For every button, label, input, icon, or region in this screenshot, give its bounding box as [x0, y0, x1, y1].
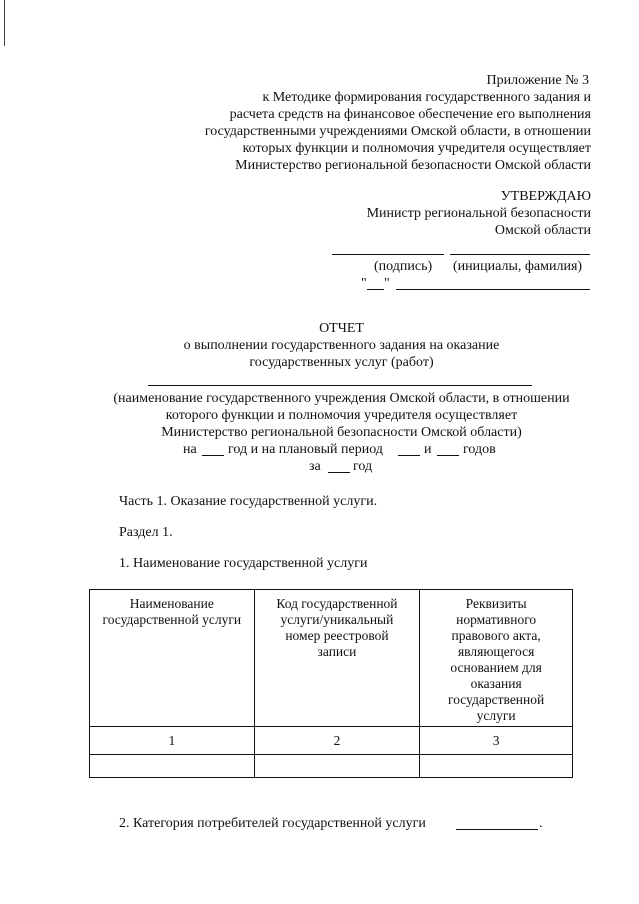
report-title: ОТЧЕТ — [319, 321, 364, 336]
table-empty-cell[interactable] — [420, 755, 573, 778]
table-empty-cell[interactable] — [254, 755, 420, 778]
approval-position-line1: Министр региональной безопасности — [366, 206, 591, 221]
scan-edge-line — [4, 0, 5, 46]
table-empty-cell[interactable] — [90, 755, 255, 778]
table-header-row — [90, 590, 573, 727]
institution-caption-line2: которого функции и полномочия учредителя осуществляет — [165, 408, 518, 423]
report-subtitle-line1: о выполнении государственного задания на оказание — [183, 338, 500, 353]
signature-line — [332, 254, 444, 255]
item2-period: . — [539, 816, 543, 831]
header-line-4: которых функции и полномочия учредителя осуществляет — [242, 141, 591, 156]
institution-line — [148, 385, 532, 386]
header-line-1: к Методике формирования государственного задания и — [262, 90, 591, 105]
institution-caption-line3: Министерство региональной безопасности Омской области) — [161, 425, 522, 440]
item2-heading: 2. Категория потребителей государственной услуги — [119, 816, 426, 831]
approval-title: УТВЕРЖДАЮ — [500, 189, 591, 204]
report-subtitle-line2: государственных услуг (работ) — [249, 355, 434, 370]
period-text: год и на плановый период — [228, 442, 383, 457]
name-line — [450, 254, 590, 255]
period-year-blank — [202, 455, 224, 456]
table-empty-row — [90, 755, 573, 778]
period-plan-year2-blank — [437, 455, 459, 456]
header-line-5: Министерство региональной безопасности Омской области — [235, 158, 591, 173]
date-day-line — [367, 289, 384, 290]
date-open-quote: " — [361, 276, 367, 291]
header-line-2: расчета средств на финансовое обеспечение его выполнения — [229, 107, 591, 122]
name-caption: (инициалы, фамилия) — [453, 259, 583, 274]
item1-heading: 1. Наименование государственной услуги — [119, 556, 368, 571]
service-table — [89, 589, 573, 778]
date-close-quote: " — [384, 276, 390, 291]
appendix-title: Приложение № 3 — [486, 73, 589, 88]
period-word-years: годов — [463, 442, 496, 457]
part-heading: Часть 1. Оказание государственной услуги. — [119, 494, 378, 509]
header-cell-legal-act: Реквизиты нормативного правового акта, являющегося основанием для оказания государственной услуги — [420, 590, 573, 727]
date-month-line — [396, 289, 590, 290]
signature-caption: (подпись) — [374, 259, 433, 274]
section-heading: Раздел 1. — [119, 525, 173, 540]
header-cell-service-name: Наименование государственной услуги — [90, 590, 255, 727]
period-for-word: за — [309, 459, 321, 474]
header-cell-service-code: Код государственной услуги/уникальный номер реестровой записи — [254, 590, 420, 727]
approval-position-line2: Омской области — [494, 223, 591, 238]
table-number-cell: 1 — [90, 727, 255, 755]
consumer-category-blank[interactable] — [456, 829, 538, 830]
period-for-year-blank — [328, 472, 350, 473]
table-number-cell: 2 — [254, 727, 420, 755]
table-number-cell: 3 — [420, 727, 573, 755]
table-number-row — [90, 727, 573, 755]
header-line-3: государственными учреждениями Омской области, в отношении — [204, 124, 591, 139]
period-for-year-word: год — [353, 459, 373, 474]
period-word-and: и — [424, 442, 432, 457]
institution-caption-line1: (наименование государственного учреждения Омской области, в отношении — [113, 391, 570, 406]
period-word-na: на — [183, 442, 197, 457]
period-plan-year1-blank — [398, 455, 420, 456]
